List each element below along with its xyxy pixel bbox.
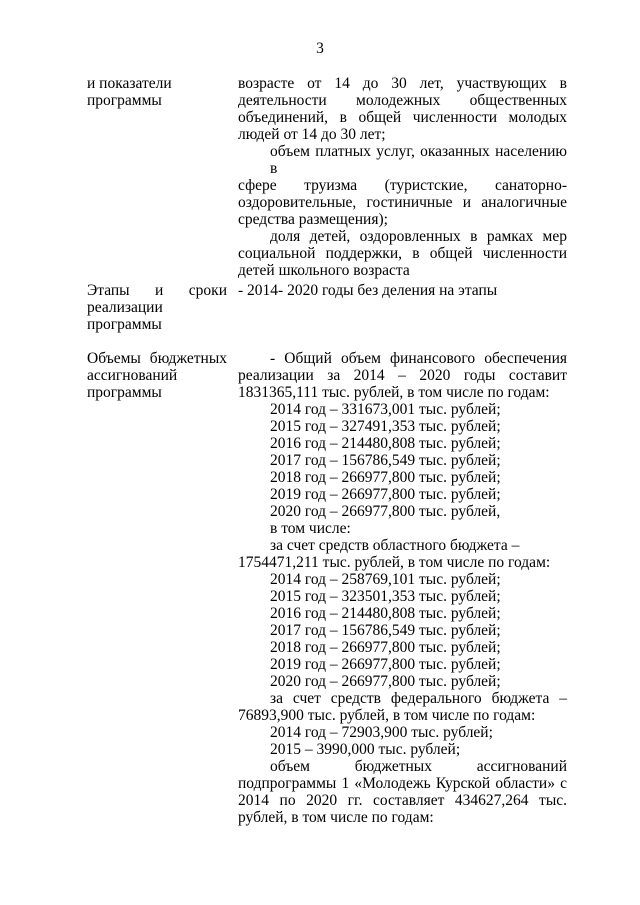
content-line: социальной поддержки, в общей численности bbox=[238, 245, 567, 262]
content-line: сфере труизма (туристские, санаторно- bbox=[238, 177, 567, 194]
label-line: реализации bbox=[87, 299, 163, 316]
label-line: программы bbox=[87, 316, 162, 333]
content-line: - Общий объем финансового обеспечения bbox=[270, 350, 567, 367]
row-content bbox=[238, 282, 567, 299]
content-line: доля детей, оздоровленных в рамках мер bbox=[270, 228, 567, 245]
content-line: подпрограммы 1 «Молодежь Курской области» с bbox=[238, 775, 567, 792]
content-line: 2017 год – 156786,549 тыс. рублей; bbox=[270, 622, 501, 639]
label-line: программы bbox=[87, 384, 162, 401]
content-line: деятельности молодежных общественных bbox=[238, 92, 567, 109]
content-line: 2016 год – 214480,808 тыс. рублей; bbox=[270, 435, 501, 452]
content-line: объединений, в общей численности молодых bbox=[238, 109, 567, 126]
content-line: 2018 год – 266977,800 тыс. рублей; bbox=[270, 469, 501, 486]
content-line: 2018 год – 266977,800 тыс. рублей; bbox=[270, 639, 501, 656]
content-line: 1831365,111 тыс. рублей, в том числе по годам: bbox=[238, 384, 550, 401]
content-line: за счет средств федерального бюджета – bbox=[270, 690, 567, 707]
content-line: 1754471,211 тыс. рублей, в том числе по годам: bbox=[238, 554, 551, 571]
content-line: 2014 год – 331673,001 тыс. рублей; bbox=[270, 401, 501, 418]
content-line: 2014 год – 72903,900 тыс. рублей; bbox=[270, 724, 493, 741]
content-line: 76893,900 тыс. рублей, в том числе по годам: bbox=[238, 707, 536, 724]
content-line: 2015 год – 323501,353 тыс. рублей; bbox=[270, 588, 501, 605]
content-line: людей от 14 до 30 лет; bbox=[238, 126, 386, 143]
content-line: 2016 год – 214480,808 тыс. рублей; bbox=[270, 605, 501, 622]
content-line: 2015 – 3990,000 тыс. рублей; bbox=[270, 741, 461, 758]
label-line: Этапы и сроки bbox=[87, 282, 227, 299]
content-line: объем бюджетных ассигнований bbox=[270, 758, 567, 775]
label-line: и показатели bbox=[87, 75, 172, 92]
label-line: ассигнований bbox=[87, 367, 178, 384]
content-line: оздоровительные, гостиничные и аналогичные bbox=[238, 194, 567, 211]
content-line: реализации за 2014 – 2020 годы составит bbox=[238, 367, 567, 384]
label-line: программы bbox=[87, 92, 162, 109]
content-line: возрасте от 14 до 30 лет, участвующих в bbox=[238, 75, 567, 92]
row-label bbox=[87, 75, 227, 109]
content-line: в том числе: bbox=[270, 520, 351, 537]
content-line: детей школьного возраста bbox=[238, 262, 410, 279]
row-label bbox=[87, 282, 227, 333]
content-line: 2020 год – 266977,800 тыс. рублей; bbox=[270, 673, 501, 690]
content-line: объем платных услуг, оказанных населению в bbox=[270, 143, 567, 177]
content-line: 2015 год – 327491,353 тыс. рублей; bbox=[270, 418, 501, 435]
content-line: 2019 год – 266977,800 тыс. рублей; bbox=[270, 656, 501, 673]
row-content bbox=[238, 75, 567, 279]
content-line: - 2014- 2020 годы без деления на этапы bbox=[238, 282, 498, 299]
content-line: 2014 по 2020 гг. составляет 434627,264 тыс. bbox=[238, 792, 567, 809]
content-line: рублей, в том числе по годам: bbox=[238, 809, 434, 826]
row-label bbox=[87, 350, 227, 401]
row-content bbox=[238, 350, 567, 826]
content-line: 2019 год – 266977,800 тыс. рублей; bbox=[270, 486, 501, 503]
content-line: 2014 год – 258769,101 тыс. рублей; bbox=[270, 571, 501, 588]
content-line: 2017 год – 156786,549 тыс. рублей; bbox=[270, 452, 501, 469]
content-line: за счет средств областного бюджета – bbox=[270, 537, 520, 554]
content-line: 2020 год – 266977,800 тыс. рублей, bbox=[270, 503, 501, 520]
label-line: Объемы бюджетных bbox=[87, 350, 227, 367]
page-number: 3 bbox=[316, 40, 324, 57]
content-line: средства размещения); bbox=[238, 211, 388, 228]
